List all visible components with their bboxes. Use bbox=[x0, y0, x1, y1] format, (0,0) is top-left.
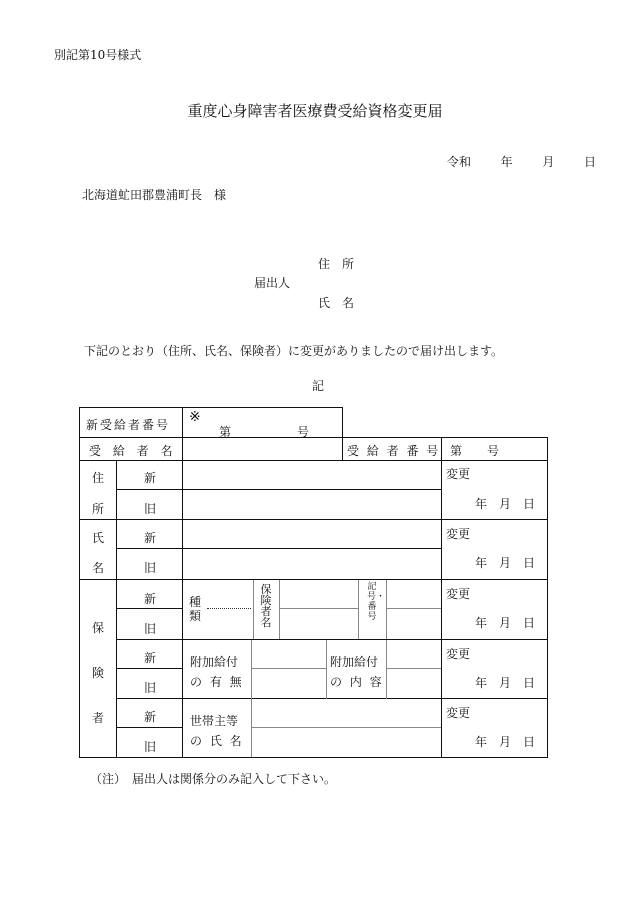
insurer-change-date: 年 月 日 bbox=[475, 616, 536, 630]
address-change-label: 変更 bbox=[446, 467, 471, 481]
page-title: 重度心身障害者医療費受給資格変更届 bbox=[187, 102, 443, 120]
date-month: 月 bbox=[542, 155, 555, 169]
ki-label: 記 bbox=[311, 379, 324, 393]
insurer-change-label: 変更 bbox=[446, 587, 471, 601]
kome-mark: ※ bbox=[189, 409, 201, 425]
gou-right-label: 号 bbox=[487, 444, 500, 458]
address-old-label: 旧 bbox=[144, 502, 157, 516]
gou-label: 号 bbox=[297, 425, 310, 439]
dai-label: 第 bbox=[219, 425, 232, 439]
householder-new-label: 新 bbox=[144, 710, 157, 724]
insurer-old-label: 旧 bbox=[144, 622, 157, 636]
date-era: 令和 bbox=[447, 155, 472, 169]
applicant-label: 届出人 bbox=[254, 276, 291, 290]
kind-label: 種類 bbox=[189, 595, 202, 623]
address-label-a: 住 bbox=[92, 471, 105, 485]
benefit-change-date: 年 月 日 bbox=[475, 676, 536, 690]
address-label-b: 所 bbox=[92, 502, 105, 516]
address-new-label: 新 bbox=[144, 471, 157, 485]
note: （注） 届出人は関係分のみ記入して下さい。 bbox=[90, 772, 337, 786]
name-change-label: 変更 bbox=[446, 527, 471, 541]
address-change-date: 年 月 日 bbox=[475, 497, 536, 511]
householder-old-label: 旧 bbox=[144, 740, 157, 754]
new-recipient-number-label: 新受給者番号 bbox=[86, 418, 171, 432]
benefit-presence-label-1: 附加給付 bbox=[190, 655, 239, 669]
recipient-number-label: 受 給 者 番 号 bbox=[347, 444, 441, 458]
insured-person-label: 保険者名 bbox=[260, 583, 272, 629]
recipient-name-label: 受 給 者 名 bbox=[89, 444, 177, 458]
householder-change-label: 変更 bbox=[446, 706, 471, 720]
date-year: 年 bbox=[500, 155, 513, 169]
benefit-presence-label-2: の 有 無 bbox=[190, 675, 244, 689]
applicant-name-label: 氏 名 bbox=[318, 296, 355, 310]
dai-right-label: 第 bbox=[450, 444, 463, 458]
name-change-date: 年 月 日 bbox=[475, 556, 536, 570]
benefit-content-label-2: の 内 容 bbox=[330, 675, 384, 689]
name-label-b: 名 bbox=[92, 561, 105, 575]
insurer-label-a: 保 bbox=[92, 621, 105, 635]
form-number: 別記第10号様式 bbox=[54, 48, 142, 62]
benefit-new-label: 新 bbox=[144, 651, 157, 665]
date-line bbox=[447, 153, 596, 170]
householder-change-date: 年 月 日 bbox=[475, 735, 536, 749]
change-form-table bbox=[79, 407, 549, 759]
benefit-old-label: 旧 bbox=[144, 681, 157, 695]
insurer-label-c: 者 bbox=[92, 711, 105, 725]
householder-label-1: 世帯主等 bbox=[190, 714, 239, 728]
householder-label-2: の 氏 名 bbox=[190, 734, 244, 748]
addressee: 北海道虻田郡豊浦町長 様 bbox=[82, 188, 227, 202]
insurer-label-b: 険 bbox=[92, 666, 105, 680]
name-old-label: 旧 bbox=[144, 561, 157, 575]
symbol-number-label: 記号・番号 bbox=[367, 582, 386, 622]
applicant-address-label: 住 所 bbox=[318, 257, 355, 271]
name-label-a: 氏 bbox=[92, 531, 105, 545]
benefit-content-label-1: 附加給付 bbox=[330, 655, 379, 669]
insurer-new-label: 新 bbox=[144, 592, 157, 606]
statement: 下記のとおり（住所、氏名、保険者）に変更がありましたので届け出します。 bbox=[84, 344, 504, 358]
date-day: 日 bbox=[584, 155, 597, 169]
benefit-change-label: 変更 bbox=[446, 647, 471, 661]
name-new-label: 新 bbox=[144, 531, 157, 545]
